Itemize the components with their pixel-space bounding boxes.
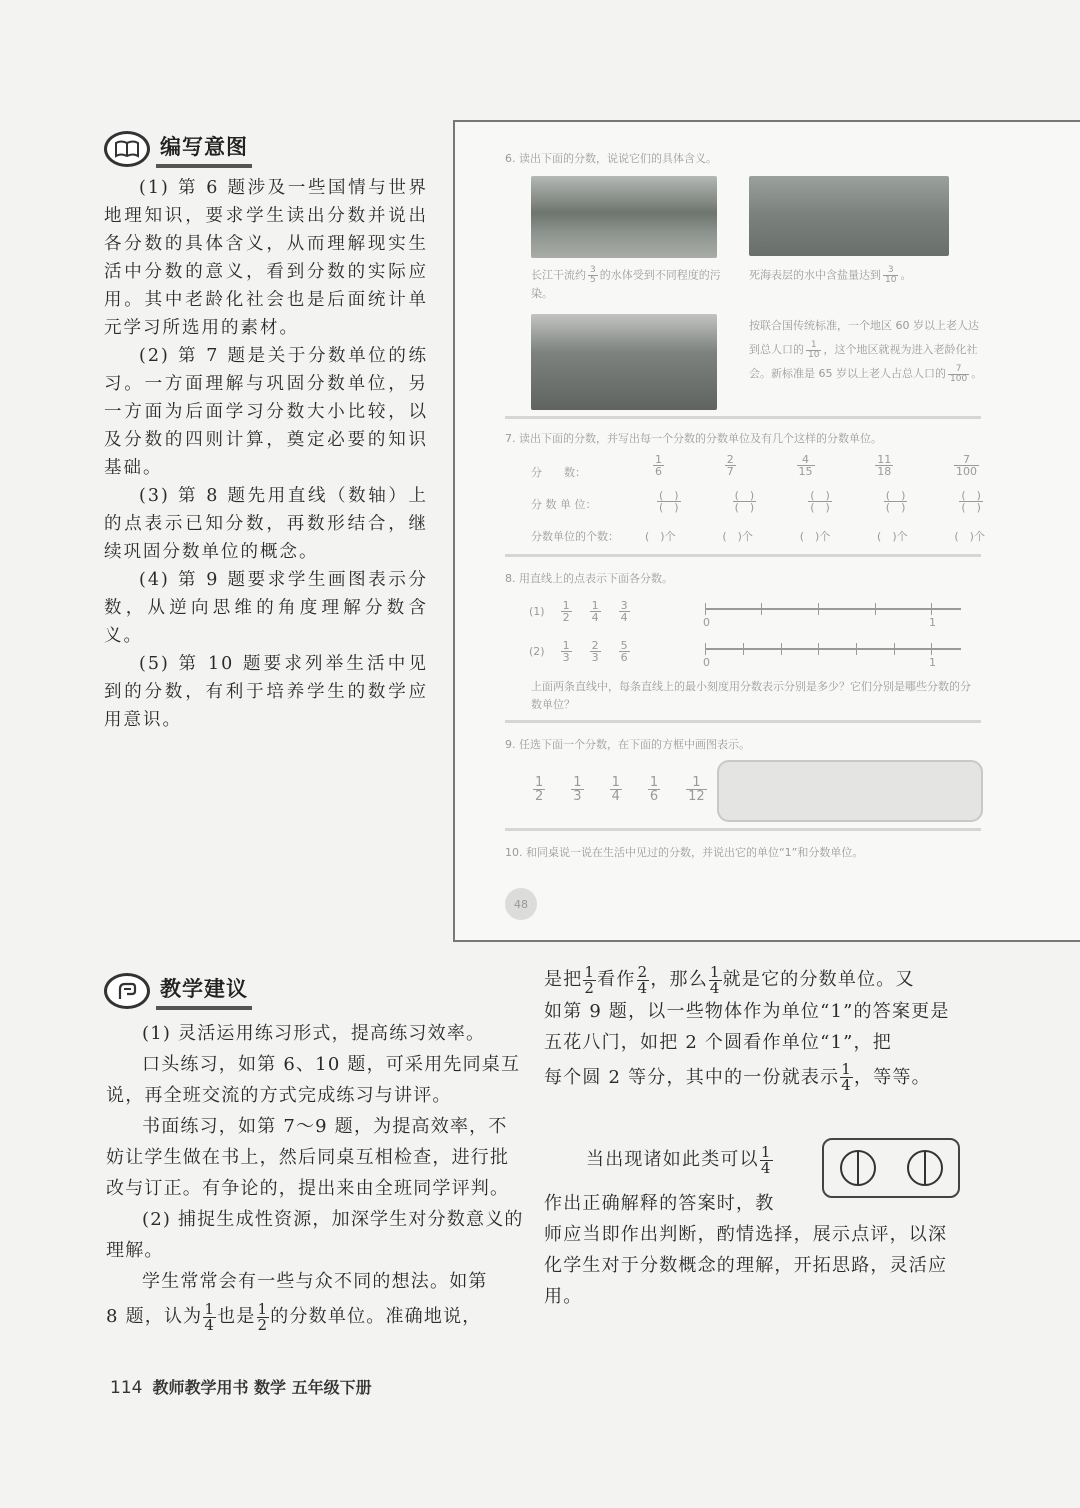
intent-paragraphs: [104, 174, 428, 734]
q7-count-blanks: ( )个 ( )个 ( )个 ( )个 ( )个: [645, 530, 985, 543]
textbook-page-number: 48: [505, 888, 537, 920]
suggestion-line: (1) 灵活运用练习形式，提高练习效率。: [142, 1023, 486, 1044]
question-7: 7. 读出下面的分数，并写出每一个分数的分数单位及有几个这样的分数单位。: [505, 432, 882, 445]
question-6: 6. 读出下面的分数，说说它们的具体含义。: [505, 152, 717, 165]
book-icon: [104, 131, 150, 167]
number-line-2: [705, 648, 961, 650]
suggestion-line: 师应当即作出判断，酌情选择，展示点评，以深化学生对于分数概念的理解，开拓思路，灵活应用。: [544, 1224, 948, 1307]
suggestion-left-column: [106, 1018, 524, 1333]
question-9: 9. 任选下面一个分数，在下面的方框中画图表示。: [505, 738, 750, 751]
suggestion-line: 每个圆 2 等分，其中的一份就表示 $\frac{1}{4}$ ，等等。: [544, 1060, 931, 1094]
line2-zero: 0: [703, 656, 710, 669]
number-line-1: [705, 608, 961, 610]
section-title: 教学建议: [156, 972, 252, 1010]
row-label-fraction: 分 数：: [531, 466, 586, 479]
q7-unit-blanks: $\frac{( )}{( )}$ $\frac{( )}{( )}$ $\frac{( )}{( )}$ $\frac{( )}{( )}$ $\frac{( )}{( )}$: [659, 489, 981, 514]
intent-paragraph: (1) 第 6 题涉及一些国情与世界地理知识，要求学生读出分数并说出各分数的具体含义，从而理解现实生活中分数的意义，看到分数的实际应用。其中老龄化社会也是后面统计单元学习所选用的素材。: [104, 178, 428, 338]
q7-fractions: $\frac{1}{6}$ $\frac{2}{7}$ $\frac{4}{15}$ $\frac{11}{18}$ $\frac{7}{100}$: [655, 453, 977, 478]
line2-one: 1: [929, 656, 936, 669]
dead-sea-photo: [749, 176, 949, 256]
intent-paragraph: (5) 第 10 题要求列举生活中见到的分数，有利于培养学生的数学应用意识。: [104, 654, 428, 730]
divider: [505, 416, 981, 419]
suggestion-line: 作出正确解释的答案时，教: [544, 1193, 775, 1214]
yangtze-river-photo: [531, 176, 717, 258]
section-header-intent: [104, 130, 252, 168]
caption-aging: 按联合国传统标准，一个地区 60 岁以上老人达到总人口的 $\frac{1}{10}$ ，这个地区就视为进入老龄化社会。新标准是 65 岁以上老人占总人口的 $\frac{7}{100}$ 。: [749, 319, 983, 384]
divider: [505, 554, 981, 557]
q8-line2-fractions: (2) $\frac{1}{3}$ $\frac{2}{3}$ $\frac{5}{6}$: [529, 639, 628, 664]
page-footer: [110, 1375, 372, 1398]
drawing-box: [717, 760, 983, 822]
caption-yangtze: 长江干流约 $\frac{3}{5}$ 的水体受到不同程度的污染。: [531, 265, 721, 300]
two-circles-figure: [822, 1138, 960, 1198]
halved-circle-icon: [907, 1150, 943, 1186]
intent-paragraph: (4) 第 9 题要求学生画图表示分数，从逆向思维的角度理解分数含义。: [104, 570, 428, 646]
divider: [505, 720, 981, 723]
q8-line1-fractions: (1) $\frac{1}{2}$ $\frac{1}{4}$ $\frac{3}{4}$: [529, 599, 628, 624]
divider: [505, 828, 981, 831]
suggestion-line: 书面练习，如第 7～9 题，为提高效率，不妨让学生做在书上，然后同桌互相检查，进行批改与订正。有争论的，提出来由全班同学评判。: [106, 1116, 510, 1199]
book-title: 教师教学用书 数学 五年级下册: [152, 1378, 372, 1397]
intent-paragraph: (2) 第 7 题是关于分数单位的练习。一方面理解与巩固分数单位，另一方面为后面学习分数大小比较，以及分数的四则计算，奠定必要的知识基础。: [104, 346, 428, 478]
intent-paragraph: (3) 第 8 题先用直线（数轴）上的点表示已知分数，再数形结合，继续巩固分数单位的概念。: [104, 486, 428, 562]
suggestion-line: 口头练习，如第 6、10 题，可采用先同桌互说，再全班交流的方式完成练习与讲评。: [106, 1054, 521, 1106]
row-label-count: 分数单位的个数：: [531, 530, 619, 543]
row-label-unit: 分 数 单 位：: [531, 498, 597, 511]
section-title: 编写意图: [156, 130, 252, 168]
suggestion-line: 学生常常会有一些与众不同的想法。如第: [142, 1271, 488, 1292]
line1-zero: 0: [703, 616, 710, 629]
caption-dead-sea: 死海表层的水中含盐量达到 $\frac{3}{10}$ 。: [749, 265, 912, 285]
suggestion-line: 当出现诸如此类可以 $\frac{1}{4}$: [586, 1142, 772, 1177]
halved-circle-icon: [840, 1150, 876, 1186]
elderly-people-photo: [531, 314, 717, 410]
line1-one: 1: [929, 616, 936, 629]
suggestion-right-column: [544, 964, 964, 1093]
suggestion-line: 8 题，认为 $\frac{1}{4}$ 也是 $\frac{1}{2}$ 的分数单位。准确地说，: [106, 1299, 482, 1334]
suggestion-line: (2) 捕捉生成性资源，加深学生对分数意义的理解。: [106, 1209, 524, 1261]
q8-note: 上面两条直线中，每条直线上的最小刻度用分数表示分别是多少？它们分别是哪些分数的分数单位？: [531, 680, 971, 711]
suggestion-line: 如第 9 题，以一些物体作为单位“1”的答案更是五花八门，如把 2 个圆看作单位“1”，把: [544, 1000, 950, 1053]
suggestion-line: 是把 $\frac{1}{2}$ 看作 $\frac{2}{4}$ ，那么 $\frac{1}{4}$ 就是它的分数单位。又: [544, 962, 915, 997]
section-header-suggestion: [104, 972, 252, 1010]
page-number: 114: [110, 1378, 143, 1398]
q9-fractions: $\frac{1}{2}$ $\frac{1}{3}$ $\frac{1}{4}$ $\frac{1}{6}$ $\frac{1}{12}$: [535, 775, 705, 804]
hand-icon: [104, 973, 150, 1009]
question-10: 10. 和同桌说一说在生活中见过的分数，并说出它的单位“1”和分数单位。: [505, 846, 864, 859]
question-8: 8. 用直线上的点表示下面各分数。: [505, 572, 673, 585]
textbook-page: [453, 120, 1080, 942]
